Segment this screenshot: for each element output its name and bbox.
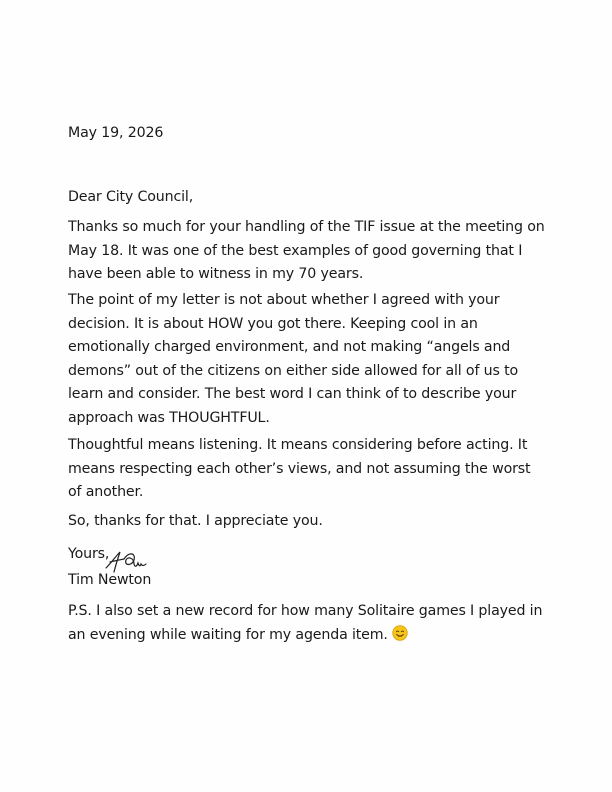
paragraph-3: Thoughtful means listening. It means considering before acting. It means respecting each other’s views, and not assuming the worst of another. <box>68 437 531 500</box>
paragraph-2: The point of my letter is not about whether I agreed with your decision. It is about HOW you got there. Keeping cool in an emotionally charged environment, and not making “angels and demons” out of the citizens on either side allowed for all of us to learn and consider. The best word I can think of to describe your approach was THOUGHTFUL. <box>68 292 519 426</box>
letter-date: May 19, 2026 <box>68 125 164 141</box>
smiling-face-emoji-icon <box>392 625 408 641</box>
letter-body <box>68 122 548 643</box>
paragraph-1: Thanks so much for your handling of the TIF issue at the meeting on May 18. It was one of the best examples of good governing that I have been able to witness in my 70 years. <box>68 219 545 282</box>
closing-line: Yours, <box>68 546 110 562</box>
paragraph-4: So, thanks for that. I appreciate you. <box>68 513 323 529</box>
salutation: Dear City Council, <box>68 189 194 205</box>
signer-name: Tim Newton <box>68 572 152 588</box>
postscript-text: P.S. I also set a new record for how many Solitaire games I played in an evening while waiting for my agenda item. <box>68 603 543 643</box>
postscript <box>68 600 548 647</box>
